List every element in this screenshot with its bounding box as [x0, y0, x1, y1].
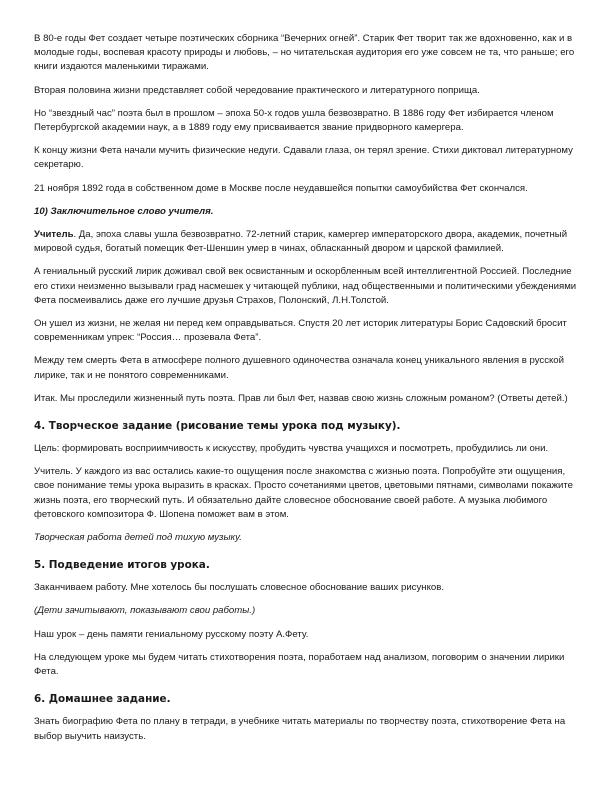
section-5-paragraph: На следующем уроке мы будем читать стихотворения поэта, поработаем над анализом, поговорим о значении лирики Фета. [34, 651, 565, 678]
paragraph: Вторая половина жизни представляет собой чередование практического и литературного поприща. [34, 84, 480, 96]
section-4-heading: 4. Творческое задание (рисование темы урока под музыку). [34, 420, 401, 433]
paragraph: К концу жизни Фета начали мучить физические недуги. Сдавали глаза, он терял зрение. Стихи диктовал литературному секретарю. [34, 145, 573, 171]
paragraph: А гениальный русский лирик доживал свой век освистанным и оскорбленным всей интеллигентной Россией. Последние его стихи неизменно вызывали град насмешек у читающей публики, над общественными и политическими убеждениями Фета посмеивались даже его лучшие друзья Страхов, Полонский, Л.Н.Толстой. [34, 266, 577, 306]
document-page [34, 32, 582, 753]
paragraph: Но “звездный час” поэта был в прошлом – эпоха 50-х годов ушла безвозвратно. В 1886 году Фет избирается членом Петербургской академии наук, а в 1889 году ему присваивается звание придворного камергера. [34, 107, 554, 134]
teacher-paragraph [34, 228, 582, 256]
section-4-goal: Цель: формировать восприимчивость к искусству, пробудить чувства учащихся и посмотреть, пробудились ли они. [34, 443, 549, 455]
paragraph: 21 ноября 1892 года в собственном доме в Москве после неудавшейся попытки самоубийства Фет скончался. [34, 182, 528, 194]
teacher-text: . Да, эпоха славы ушла безвозвратно. 72-летний старик, камергер императорского двора, академик, почетный мировой судья, богатый помещик Фет-Шеншин умер в чинах, обласканный двором и царской фамилией. [34, 229, 568, 255]
paragraph: В 80-е годы Фет создает четыре поэтических сборника “Вечерних огней”. Старик Фет творит так же вдохновенно, как и в молодые годы, воспевая красоту природы и любовь, – но читательская аудитория его уже совсем не та, что раньше; его книги издаются маленькими тиражами. [34, 33, 575, 73]
section-6-paragraph: Знать биографию Фета по плану в тетради, в учебнике читать материалы по творчеству поэта, стихотворение Фета на выбор выучить наизусть. [34, 716, 566, 742]
closing-word-heading: 10) Заключительное слово учителя. [34, 205, 214, 217]
section-5-paragraph: (Дети зачитывают, показывают свои работы.) [34, 605, 256, 617]
section-4-note: Творческая работа детей под тихую музыку. [34, 532, 242, 544]
section-5-paragraph: Наш урок – день памяти гениальному русскому поэту А.Фету. [34, 628, 309, 640]
section-6-heading: 6. Домашнее задание. [34, 693, 171, 706]
teacher-label: Учитель [34, 229, 74, 241]
section-5-heading: 5. Подведение итогов урока. [34, 559, 210, 572]
section-4-teacher: Учитель. У каждого из вас остались какие-то ощущения после знакомства с жизнью поэта. Попробуйте эти ощущения, свое понимание темы урока выразить в красках. Просто сочетаниями цветов, цветовыми пятнами, символами покажите жизнь поэта, его творческий путь. И обязательно дайте словесное обоснование своей работе. А музыка любимого фетовского композитора Ф. Шопена поможет вам в этом. [34, 466, 573, 520]
paragraph: Между тем смерть Фета в атмосфере полного душевного одиночества означала конец уникального явления в русской лирике, так и не понятого современниками. [34, 355, 565, 381]
paragraph: Он ушел из жизни, не желая ни перед кем оправдываться. Спустя 20 лет историк литературы Борис Садовский бросит современникам упрек: “Россия… прозевала Фета”. [34, 318, 567, 344]
paragraph: Итак. Мы проследили жизненный путь поэта. Прав ли был Фет, назвав свою жизнь сложным романом? (Ответы детей.) [34, 392, 568, 404]
section-5-paragraph: Заканчиваем работу. Мне хотелось бы послушать словесное обоснование ваших рисунков. [34, 582, 444, 594]
